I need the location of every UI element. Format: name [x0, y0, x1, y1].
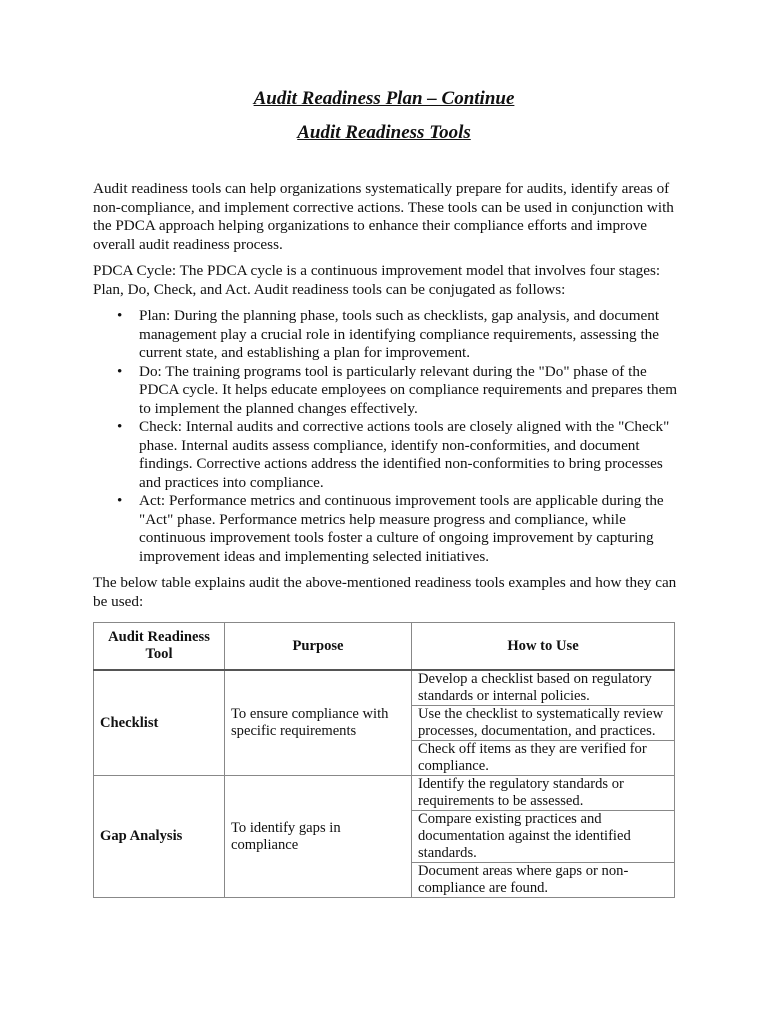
table-header-row	[94, 623, 675, 671]
list-item-plan	[117, 307, 683, 363]
header-tool: Audit Readiness Tool	[94, 623, 225, 671]
how-to-use-cell	[412, 670, 675, 776]
page-title: Audit Readiness Plan – Continue	[253, 88, 515, 109]
tool-name-cell: Gap Analysis	[94, 776, 225, 898]
how-to-step: Use the checklist to systematically review processes, documentation, and practices.	[412, 706, 674, 741]
table-intro-paragraph: The below table explains audit the above-mentioned readiness tools examples and how they can be used:	[93, 574, 677, 610]
pdca-paragraph: PDCA Cycle: The PDCA cycle is a continuous improvement model that involves four stages: Plan, Do, Check, and Act. Audit readiness tools can be conjugated as follows:	[93, 262, 661, 298]
list-item-text: Check: Internal audits and corrective actions tools are closely aligned with the "Check" phase. Internal audits assess compliance, identify non-conformities, and document findings. Corrective actions address the identified non-conformities to bring processes and practices into compliance.	[139, 418, 670, 491]
purpose-cell: To ensure compliance with specific requirements	[225, 670, 412, 776]
pdca-list	[93, 307, 683, 566]
how-to-step: Develop a checklist based on regulatory standards or internal policies.	[412, 671, 674, 706]
list-item-text: Plan: During the planning phase, tools such as checklists, gap analysis, and document management play a crucial role in identifying compliance requirements, assessing the current state, and establishing a plan for improvement.	[139, 307, 660, 361]
how-to-step: Check off items as they are verified for compliance.	[418, 741, 647, 774]
how-to-step: Compare existing practices and documentation against the identified standards.	[412, 811, 674, 863]
table-row	[94, 776, 675, 898]
bullet-icon: •	[117, 492, 123, 509]
header-how-to-use: How to Use	[412, 623, 675, 671]
list-item-text: Do: The training programs tool is particularly relevant during the "Do" phase of the PDCA cycle. It helps educate employees on compliance requirements and prepares them to implement the planned changes effectively.	[139, 362, 678, 417]
intro-paragraph: Audit readiness tools can help organizations systematically prepare for audits, identify areas of non-compliance, and implement corrective actions. These tools can be used in conjunction with the PDCA approach helping organizations to enhance their compliance efforts and improve overall audit readiness process.	[93, 180, 674, 253]
list-item-check	[117, 418, 683, 492]
how-to-step: Identify the regulatory standards or requirements to be assessed.	[412, 776, 674, 811]
tool-name-cell: Checklist	[94, 670, 225, 776]
table-row	[94, 670, 675, 776]
how-to-step: Document areas where gaps or non-compliance are found.	[418, 863, 629, 896]
bullet-icon: •	[117, 307, 123, 324]
bullet-icon: •	[117, 418, 123, 435]
how-to-use-cell	[412, 776, 675, 898]
document-body	[93, 180, 683, 619]
list-item-do	[117, 362, 683, 419]
bullet-icon: •	[117, 362, 123, 380]
readiness-tools-table	[93, 622, 675, 898]
list-item-act	[117, 492, 683, 566]
header-purpose: Purpose	[225, 623, 412, 671]
purpose-cell: To identify gaps in compliance	[225, 776, 412, 898]
page-subtitle: Audit Readiness Tools	[297, 122, 471, 143]
list-item-text: Act: Performance metrics and continuous improvement tools are applicable during the "Act" phase. Performance metrics help measure progress and compliance, while continuous improvement tools foster a culture of ongoing improvement by capturing improvement ideas and implementing selected initiatives.	[139, 492, 664, 565]
